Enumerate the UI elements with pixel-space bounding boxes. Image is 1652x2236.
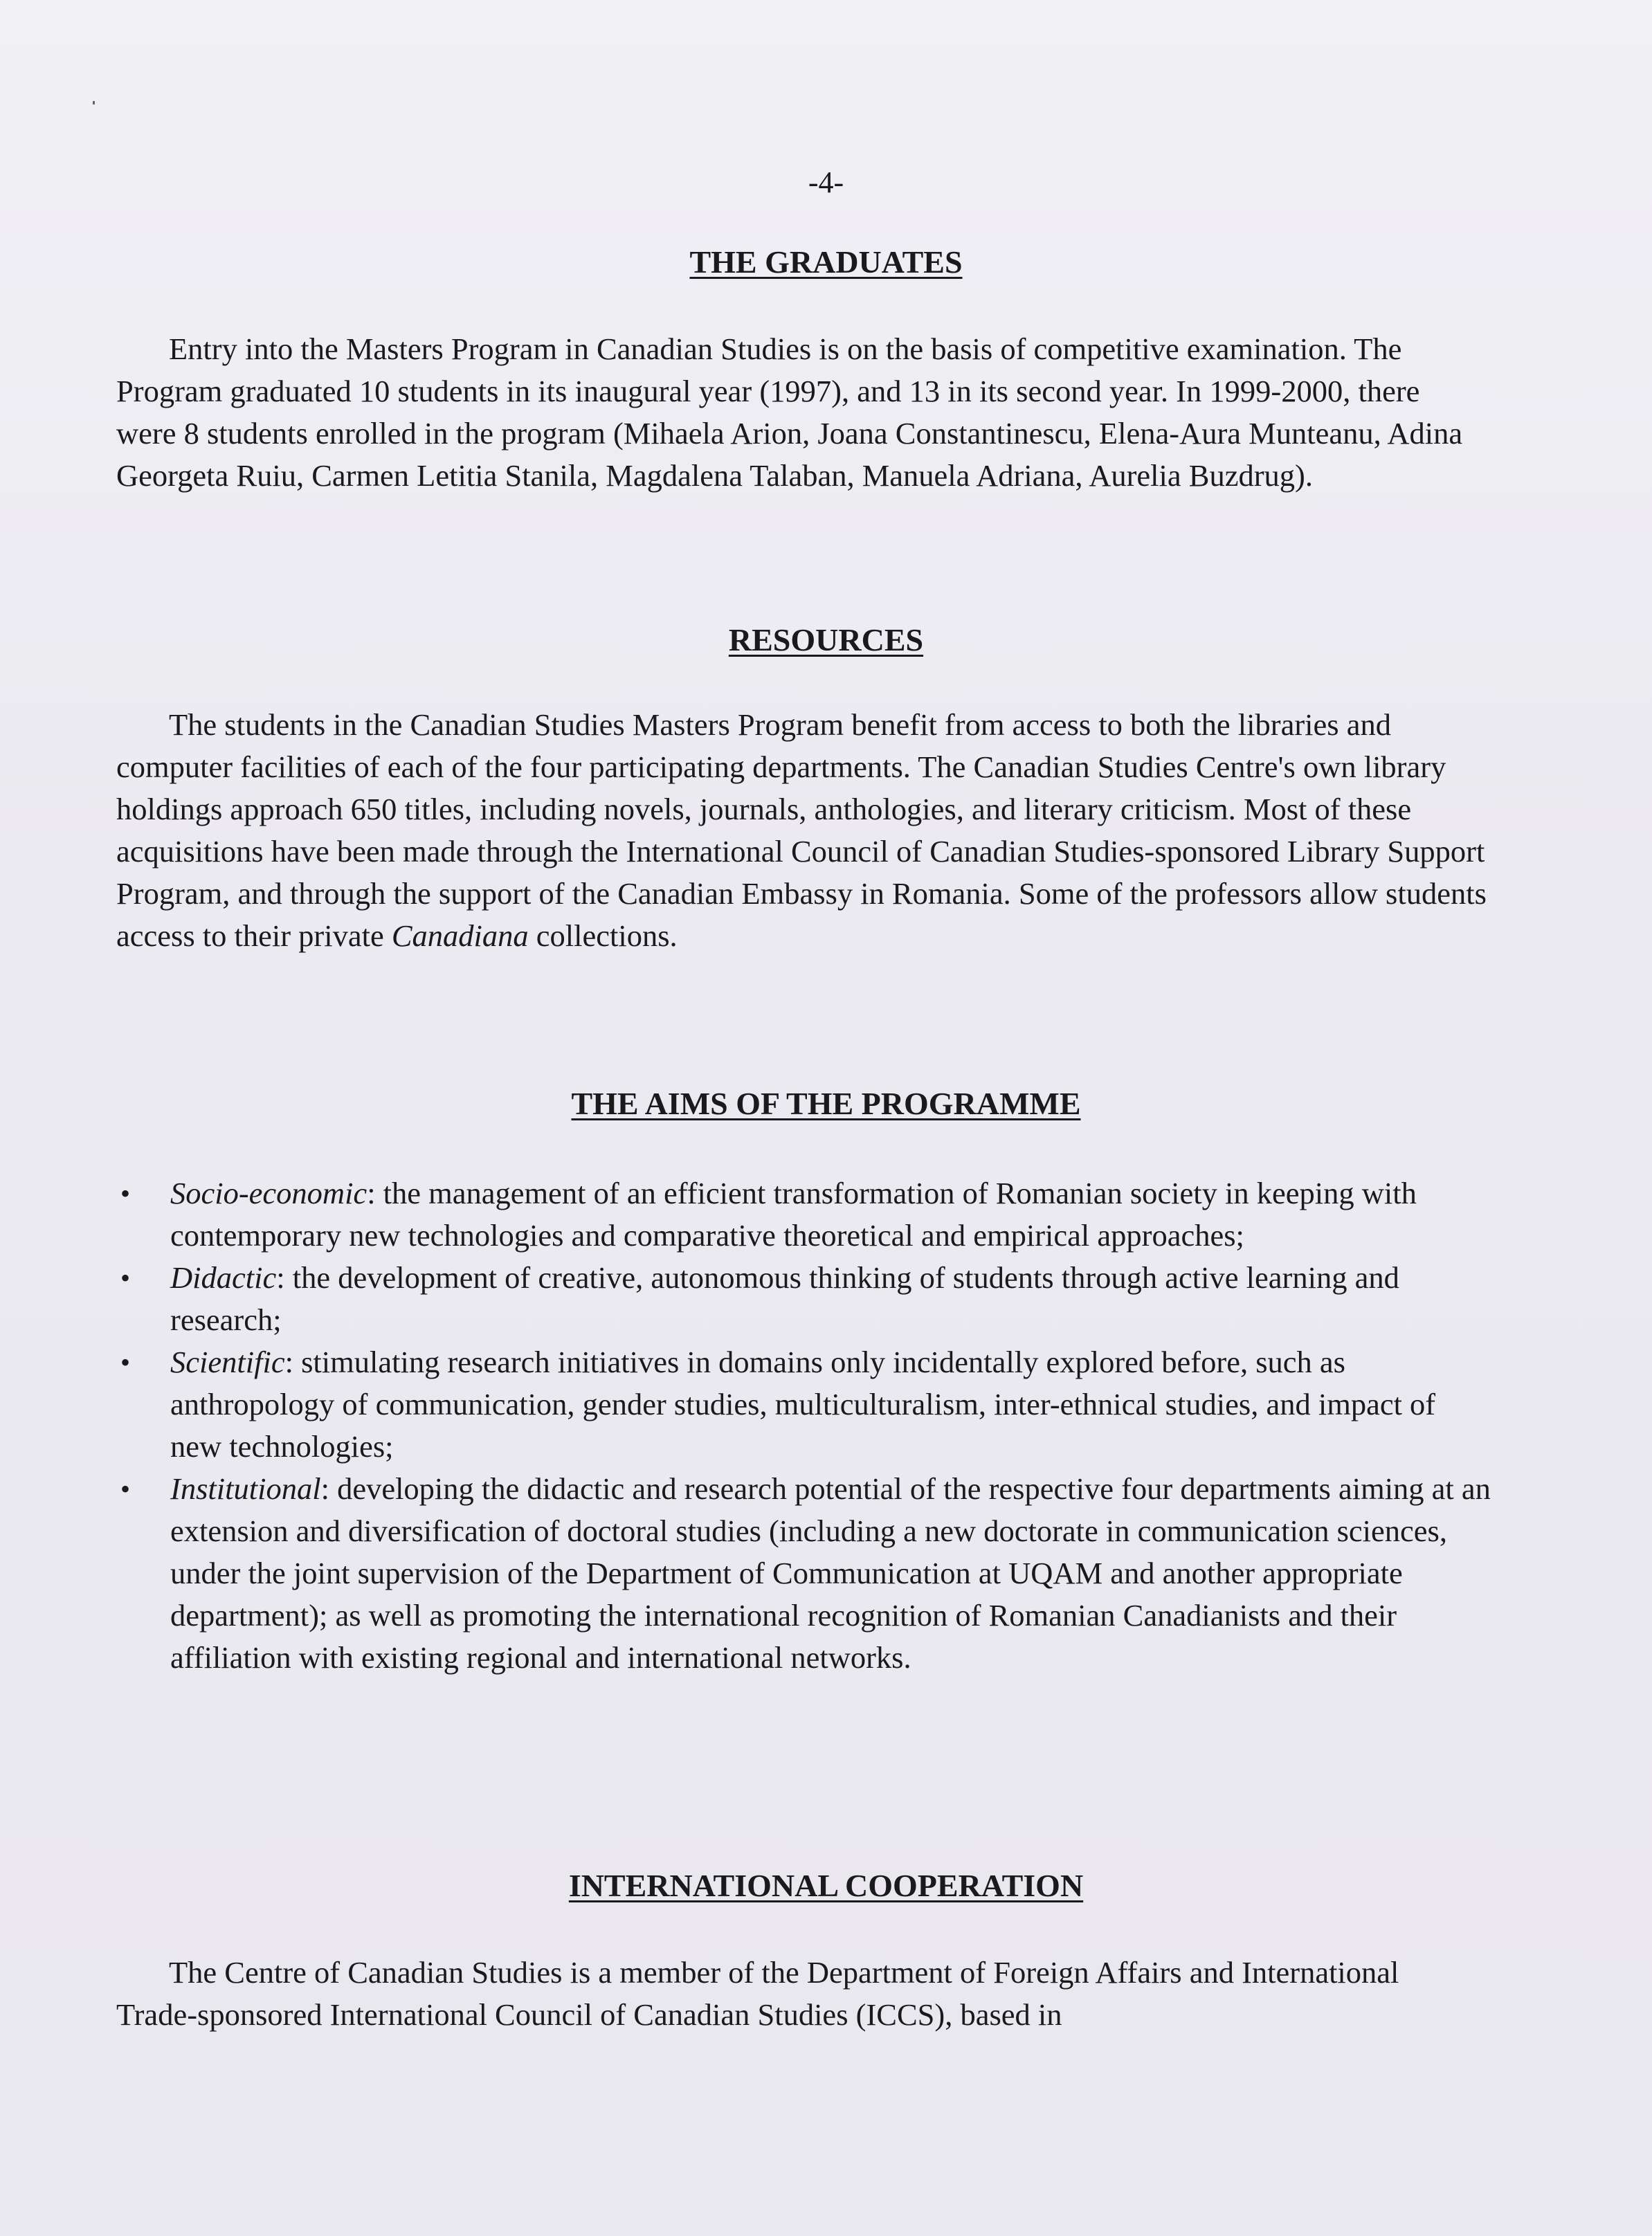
heading-graduates: THE GRADUATES <box>689 244 963 280</box>
resources-text <box>116 704 1487 957</box>
heading-resources: RESOURCES <box>728 622 924 657</box>
bullet-icon: • <box>120 1262 131 1293</box>
scan-speck <box>93 101 95 104</box>
aims-term: Institutional <box>170 1471 321 1506</box>
aims-text: : the development of creative, autonomous thinking of students through active learning and research; <box>170 1260 1399 1337</box>
graduates-text: Entry into the Masters Program in Canadian Studies is on the basis of competitive examination. The Program graduated 10 students in its inaugural year (1997), and 13 in its second year. In 1999-2000, there were 8 students enrolled in the program (Mihaela Arion, Joana Constantinescu, Elena-Aura Munteanu, Adina Georgeta Ruiu, Carmen Letitia Stanila, Magdalena Talaban, Manuela Adriana, Aurelia Buzdrug). <box>116 331 1463 493</box>
page-number: -4- <box>808 165 844 199</box>
aims-text: : developing the didactic and research potential of the respective four departments aiming at an extension and diversification of doctoral studies (including a new doctorate in communication sciences, under the joint supervision of the Department of Communication at UQAM and another appropriate department); as well as promoting the international recognition of Romanian Canadianists and their affiliation with existing regional and international networks. <box>170 1471 1491 1675</box>
aims-text: : the management of an efficient transformation of Romanian society in keeping with contemporary new technologies and comparative theoretical and empirical approaches; <box>170 1176 1417 1253</box>
resources-paragraph <box>116 704 1487 957</box>
aims-item-scientific <box>116 1341 1494 1468</box>
graduates-paragraph <box>116 328 1487 497</box>
bullet-icon: • <box>120 1473 131 1505</box>
cooperation-text: The Centre of Canadian Studies is a member of the Department of Foreign Affairs and International Trade-sponsored International Council of Canadian Studies (ICCS), based in <box>116 1955 1399 2032</box>
heading-aims: THE AIMS OF THE PROGRAMME <box>571 1086 1081 1121</box>
aims-term: Didactic <box>170 1260 277 1295</box>
heading-cooperation: INTERNATIONAL COOPERATION <box>568 1868 1084 1903</box>
bullet-icon: • <box>120 1178 131 1209</box>
resources-text-main: The students in the Canadian Studies Masters Program benefit from access to both the libraries and computer facilities of each of the four participating departments. The Canadian Studies Centre's own library holdings approach 650 titles, including novels, journals, anthologies, and literary criticism. Most of these acquisitions have been made through the International Council of Canadian Studies-sponsored Library Support Program, and through the support of the Canadian Embassy in Romania. Some of the professors allow students access to their private <box>116 707 1487 953</box>
aims-term: Socio-economic <box>170 1176 367 1210</box>
cooperation-paragraph <box>116 1952 1487 2036</box>
bullet-icon: • <box>120 1347 131 1378</box>
aims-item-institutional <box>116 1468 1494 1679</box>
resources-text-end: collections. <box>528 918 678 953</box>
resources-text-italic: Canadiana <box>391 918 529 953</box>
aims-text: : stimulating research initiatives in domains only incidentally explored before, such as anthropology of communication, gender studies, multiculturalism, inter-ethnical studies, and impact of new technologies; <box>170 1345 1436 1464</box>
aims-list <box>116 1172 1494 1679</box>
aims-item-socio-economic <box>116 1172 1494 1257</box>
aims-term: Scientific <box>170 1345 285 1379</box>
aims-item-didactic <box>116 1257 1494 1341</box>
